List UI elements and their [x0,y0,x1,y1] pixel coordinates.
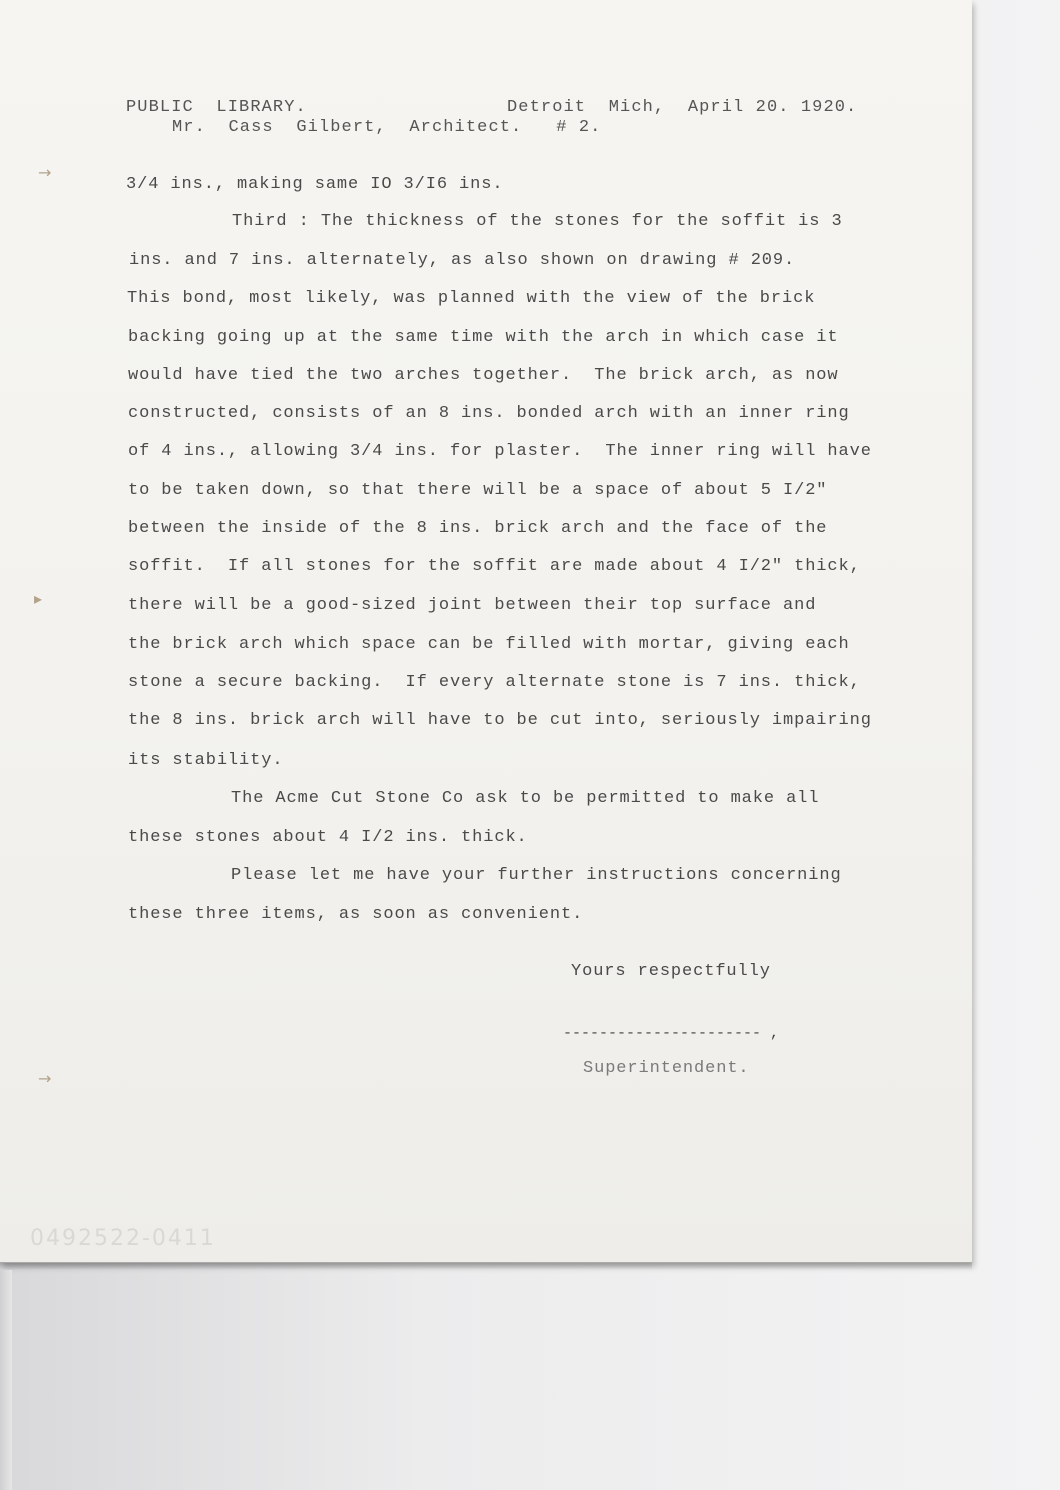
signature-line: ---------------------- , [563,1025,780,1042]
binding-hole-mark: → [38,1069,52,1088]
body-line: these three items, as soon as convenient. [128,905,584,924]
body-line: of 4 ins., allowing 3/4 ins. for plaster. The inner ring will have [128,442,872,461]
signer-title: Superintendent. [583,1059,750,1078]
body-line: there will be a good-sized joint between their top surface and [128,596,817,615]
body-line: these stones about 4 I/2 ins. thick. [128,828,528,847]
body-line: Third : The thickness of the stones for the soffit is 3 [232,212,843,231]
binding-hole-mark: ▸ [34,589,43,608]
place-and-date: Detroit Mich, April 20. 1920. [507,98,858,117]
body-line: the brick arch which space can be filled with mortar, giving each [128,635,850,654]
body-line: This bond, most likely, was planned with the view of the brick [127,289,816,308]
binding-hole-mark: → [38,163,52,182]
institution-heading: PUBLIC LIBRARY. [126,98,307,117]
body-line: Please let me have your further instructions concerning [231,866,842,885]
body-line: backing going up at the same time with the arch in which case it [128,328,839,347]
body-line: would have tied the two arches together. The brick arch, as now [128,366,839,385]
body-line: The Acme Cut Stone Co ask to be permitted to make all [231,789,820,808]
body-line: 3/4 ins., making same IO 3/I6 ins. [126,175,504,194]
body-line: its stability. [128,751,284,770]
scan-edge [0,1270,12,1490]
body-line: stone a secure backing. If every alternate stone is 7 ins. thick, [128,673,861,692]
pencil-annotation: 0492522-0411 [30,1226,216,1251]
body-line: constructed, consists of an 8 ins. bonded arch with an inner ring [128,404,850,423]
body-line: ins. and 7 ins. alternately, as also shown on drawing # 209. [129,251,796,270]
body-line: soffit. If all stones for the soffit are made about 4 I/2" thick, [128,557,861,576]
page-shadow [0,1262,972,1270]
body-line: the 8 ins. brick arch will have to be cut into, seriously impairing [128,711,872,730]
body-line: between the inside of the 8 ins. brick arch and the face of the [128,519,828,538]
closing-salutation: Yours respectfully [571,962,771,981]
body-line: to be taken down, so that there will be a space of about 5 I/2" [128,481,828,500]
recipient-line: Mr. Cass Gilbert, Architect. # 2. [172,118,602,137]
